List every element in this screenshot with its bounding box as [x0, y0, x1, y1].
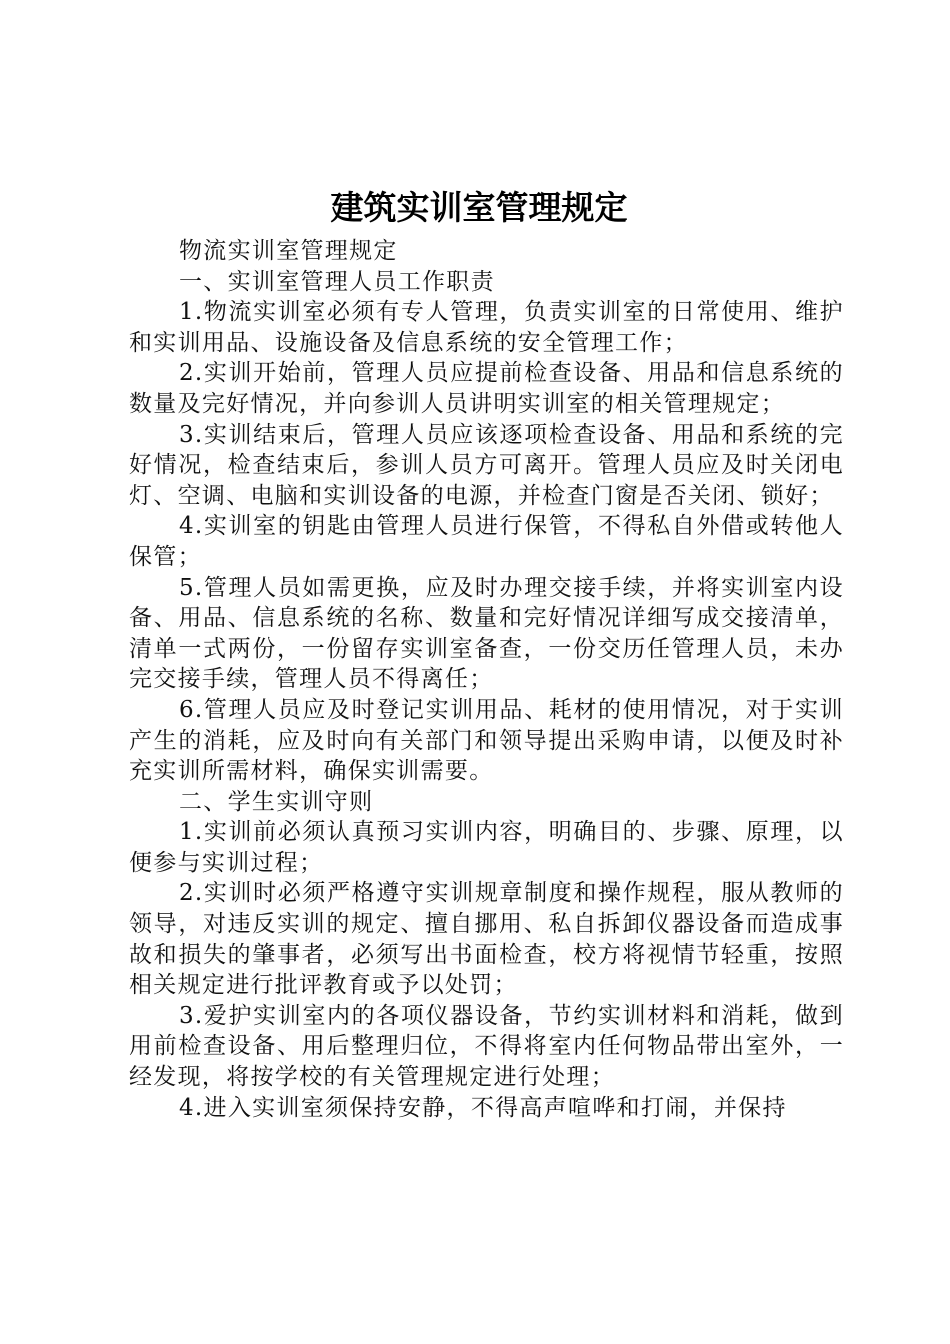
paragraph: 4.进入实训室须保持安静，不得高声喧哗和打闹，并保持	[179, 1094, 787, 1121]
document-title: 建筑实训室管理规定	[330, 188, 628, 227]
section-heading-1: 一、实训室管理人员工作职责	[179, 268, 495, 295]
paragraph: 6.管理人员应及时登记实训用品、耗材的使用情况，对于实训产生的消耗，应及时向有关部门和领导提出采购申请，以便及时补充实训所需材料，确保实训需要。	[129, 696, 844, 785]
paragraph: 1.实训前必须认真预习实训内容，明确目的、步骤、原理，以便参与实训过程；	[129, 819, 844, 876]
paragraph: 3.爱护实训室内的各项仪器设备，节约实训材料和消耗，做到用前检查设备、用后整理归位，不得将室内任何物品带出室外，一经发现，将按学校的有关管理规定进行处理；	[129, 1002, 844, 1091]
section-heading-2: 二、学生实训守则	[179, 788, 374, 815]
document-body	[129, 236, 844, 1123]
paragraph: 5.管理人员如需更换，应及时办理交接手续，并将实训室内设备、用品、信息系统的名称、数量和完好情况详细写成交接清单，清单一式两份，一份留存实训室备查，一份交历任管理人员，未办完交接手续，管理人员不得离任；	[129, 574, 844, 693]
paragraph-heading-logistics: 物流实训室管理规定	[179, 238, 398, 264]
paragraph: 1.物流实训室必须有专人管理，负责实训室的日常使用、维护和实训用品、设施设备及信息系统的安全管理工作；	[129, 299, 844, 356]
paragraph: 3.实训结束后，管理人员应该逐项检查设备、用品和系统的完好情况，检查结束后，参训人员方可离开。管理人员应及时关闭电灯、空调、电脑和实训设备的电源，并检查门窗是否关闭、锁好；	[129, 421, 844, 509]
paragraph: 4.实训室的钥匙由管理人员进行保管，不得私自外借或转他人保管；	[129, 513, 844, 570]
paragraph: 2.实训时必须严格遵守实训规章制度和操作规程，服从教师的领导，对违反实训的规定、擅自挪用、私自拆卸仪器设备而造成事故和损失的肇事者，必须写出书面检查，校方将视情节轻重，按照相关规定进行批评教育或予以处罚；	[129, 880, 844, 999]
paragraph: 2.实训开始前，管理人员应提前检查设备、用品和信息系统的数量及完好情况，并向参训人员讲明实训室的相关管理规定；	[129, 360, 844, 417]
